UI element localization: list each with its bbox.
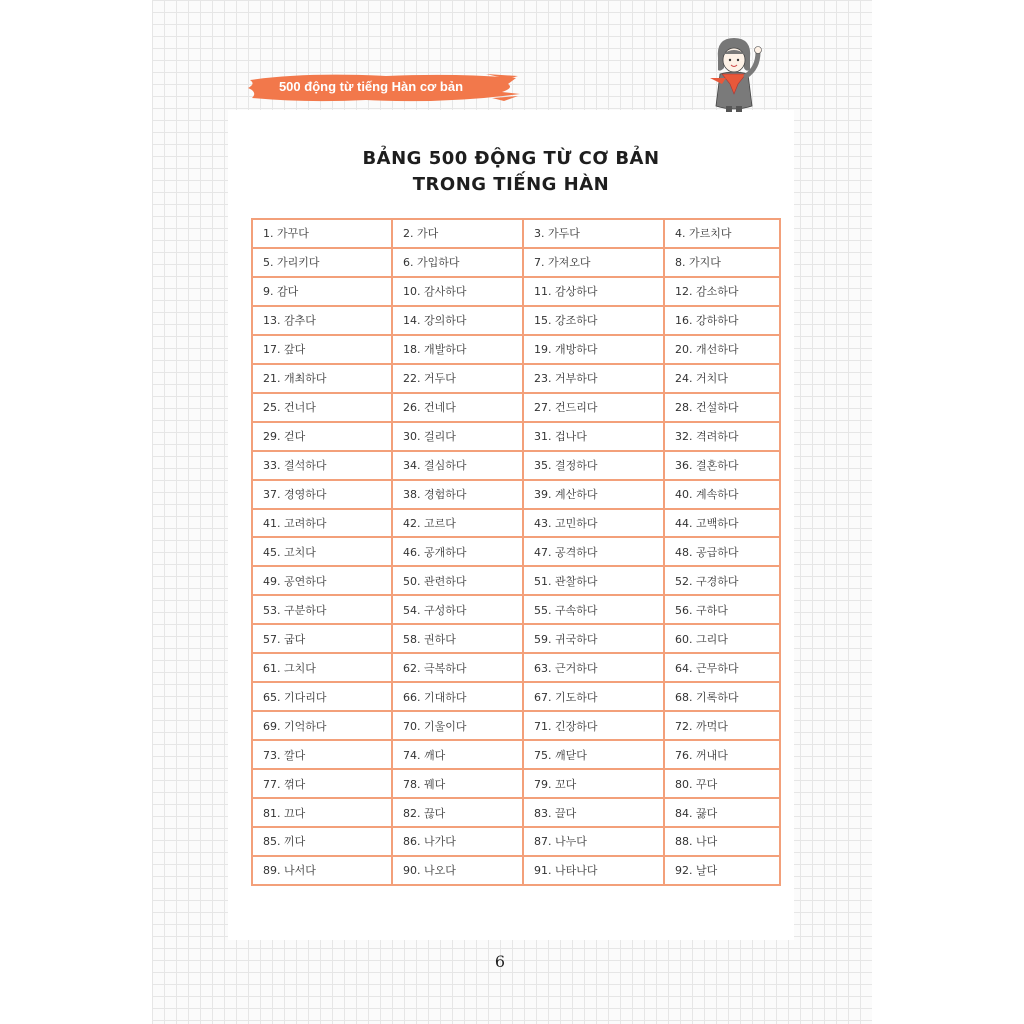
verb-cell: 13. 감추다 [252,306,392,335]
verb-cell: 84. 끓다 [664,798,780,827]
table-row [252,711,780,740]
verb-cell: 89. 나서다 [252,856,392,885]
verb-cell: 7. 가져오다 [523,248,664,277]
verb-cell: 42. 고르다 [392,509,523,538]
table-row [252,306,780,335]
verb-cell: 52. 구경하다 [664,566,780,595]
table-row [252,740,780,769]
table-row [252,769,780,798]
verb-cell: 45. 고치다 [252,537,392,566]
verb-cell: 54. 구성하다 [392,595,523,624]
verb-cell: 28. 건설하다 [664,393,780,422]
verb-cell: 69. 기억하다 [252,711,392,740]
verb-cell: 47. 공격하다 [523,537,664,566]
section-banner [246,70,522,104]
table-row [252,653,780,682]
verb-cell: 76. 꺼내다 [664,740,780,769]
verb-cell: 44. 고백하다 [664,509,780,538]
table-row [252,422,780,451]
verb-cell: 34. 결심하다 [392,451,523,480]
verb-cell: 26. 건네다 [392,393,523,422]
table-row [252,248,780,277]
verb-cell: 86. 나가다 [392,827,523,856]
verb-cell: 72. 까먹다 [664,711,780,740]
table-row [252,451,780,480]
table-row [252,219,780,248]
verb-cell: 41. 고려하다 [252,509,392,538]
verb-cell: 70. 기울이다 [392,711,523,740]
verb-cell: 2. 가다 [392,219,523,248]
verb-cell: 53. 구분하다 [252,595,392,624]
verb-cell: 67. 기도하다 [523,682,664,711]
verb-cell: 77. 꺾다 [252,769,392,798]
verb-cell: 30. 걸리다 [392,422,523,451]
verb-cell: 59. 귀국하다 [523,624,664,653]
verb-cell: 29. 걷다 [252,422,392,451]
verb-cell: 85. 끼다 [252,827,392,856]
verb-table [251,218,781,886]
verb-cell: 37. 경영하다 [252,480,392,509]
table-row [252,856,780,885]
verb-cell: 35. 결정하다 [523,451,664,480]
table-row [252,277,780,306]
page-title [228,146,794,198]
verb-cell: 90. 나오다 [392,856,523,885]
verb-cell: 63. 근거하다 [523,653,664,682]
verb-cell: 64. 근무하다 [664,653,780,682]
verb-cell: 55. 구속하다 [523,595,664,624]
verb-cell: 36. 결혼하다 [664,451,780,480]
verb-cell: 74. 깨다 [392,740,523,769]
verb-cell: 39. 계산하다 [523,480,664,509]
verb-cell: 87. 나누다 [523,827,664,856]
verb-cell: 5. 가리키다 [252,248,392,277]
verb-cell: 11. 감상하다 [523,277,664,306]
verb-cell: 14. 강의하다 [392,306,523,335]
verb-cell: 19. 개방하다 [523,335,664,364]
verb-cell: 15. 강조하다 [523,306,664,335]
verb-cell: 23. 거부하다 [523,364,664,393]
verb-cell: 56. 구하다 [664,595,780,624]
verb-cell: 20. 개선하다 [664,335,780,364]
verb-cell: 82. 끊다 [392,798,523,827]
title-line-2: TRONG TIẾNG HÀN [412,174,610,195]
verb-cell: 78. 꿰다 [392,769,523,798]
verb-cell: 92. 날다 [664,856,780,885]
verb-cell: 46. 공개하다 [392,537,523,566]
verb-cell: 61. 그치다 [252,653,392,682]
verb-cell: 79. 꼬다 [523,769,664,798]
verb-cell: 68. 기록하다 [664,682,780,711]
table-row [252,595,780,624]
table-row [252,393,780,422]
girl-waving-icon [700,32,772,116]
page-number: 6 [494,952,506,971]
verb-cell: 31. 겁나다 [523,422,664,451]
verb-cell: 4. 가르치다 [664,219,780,248]
verb-cell: 48. 공급하다 [664,537,780,566]
verb-cell: 33. 결석하다 [252,451,392,480]
verb-cell: 75. 깨닫다 [523,740,664,769]
verb-cell: 9. 감다 [252,277,392,306]
verb-cell: 80. 꾸다 [664,769,780,798]
verb-cell: 65. 기다리다 [252,682,392,711]
verb-cell: 71. 긴장하다 [523,711,664,740]
verb-cell: 24. 거치다 [664,364,780,393]
verb-cell: 32. 격려하다 [664,422,780,451]
verb-cell: 62. 극복하다 [392,653,523,682]
verb-cell: 40. 계속하다 [664,480,780,509]
table-row [252,566,780,595]
banner-title: 500 động từ tiếng Hàn cơ bản [278,79,464,94]
table-row [252,364,780,393]
table-row [252,624,780,653]
verb-cell: 18. 개발하다 [392,335,523,364]
verb-cell: 81. 끄다 [252,798,392,827]
table-row [252,509,780,538]
verb-cell: 51. 관찰하다 [523,566,664,595]
verb-cell: 73. 깔다 [252,740,392,769]
verb-cell: 66. 기대하다 [392,682,523,711]
table-row [252,537,780,566]
verb-cell: 38. 경험하다 [392,480,523,509]
table-row [252,827,780,856]
table-row [252,798,780,827]
verb-cell: 27. 건드리다 [523,393,664,422]
verb-cell: 16. 강하하다 [664,306,780,335]
verb-cell: 60. 그리다 [664,624,780,653]
verb-cell: 12. 감소하다 [664,277,780,306]
verb-cell: 58. 권하다 [392,624,523,653]
table-row [252,682,780,711]
verb-cell: 83. 끌다 [523,798,664,827]
verb-cell: 25. 건너다 [252,393,392,422]
verb-cell: 17. 갚다 [252,335,392,364]
table-row [252,480,780,509]
verb-cell: 50. 관련하다 [392,566,523,595]
verb-cell: 91. 나타나다 [523,856,664,885]
verb-cell: 21. 개최하다 [252,364,392,393]
title-line-1: BẢNG 500 ĐỘNG TỪ CƠ BẢN [362,148,660,169]
verb-cell: 88. 나다 [664,827,780,856]
verb-cell: 8. 가지다 [664,248,780,277]
verb-cell: 22. 거두다 [392,364,523,393]
verb-cell: 57. 굽다 [252,624,392,653]
verb-cell: 3. 가두다 [523,219,664,248]
verb-cell: 49. 공연하다 [252,566,392,595]
verb-cell: 1. 가꾸다 [252,219,392,248]
verb-cell: 43. 고민하다 [523,509,664,538]
verb-cell: 10. 감사하다 [392,277,523,306]
verb-cell: 6. 가입하다 [392,248,523,277]
verb-table-body [252,219,780,885]
table-row [252,335,780,364]
